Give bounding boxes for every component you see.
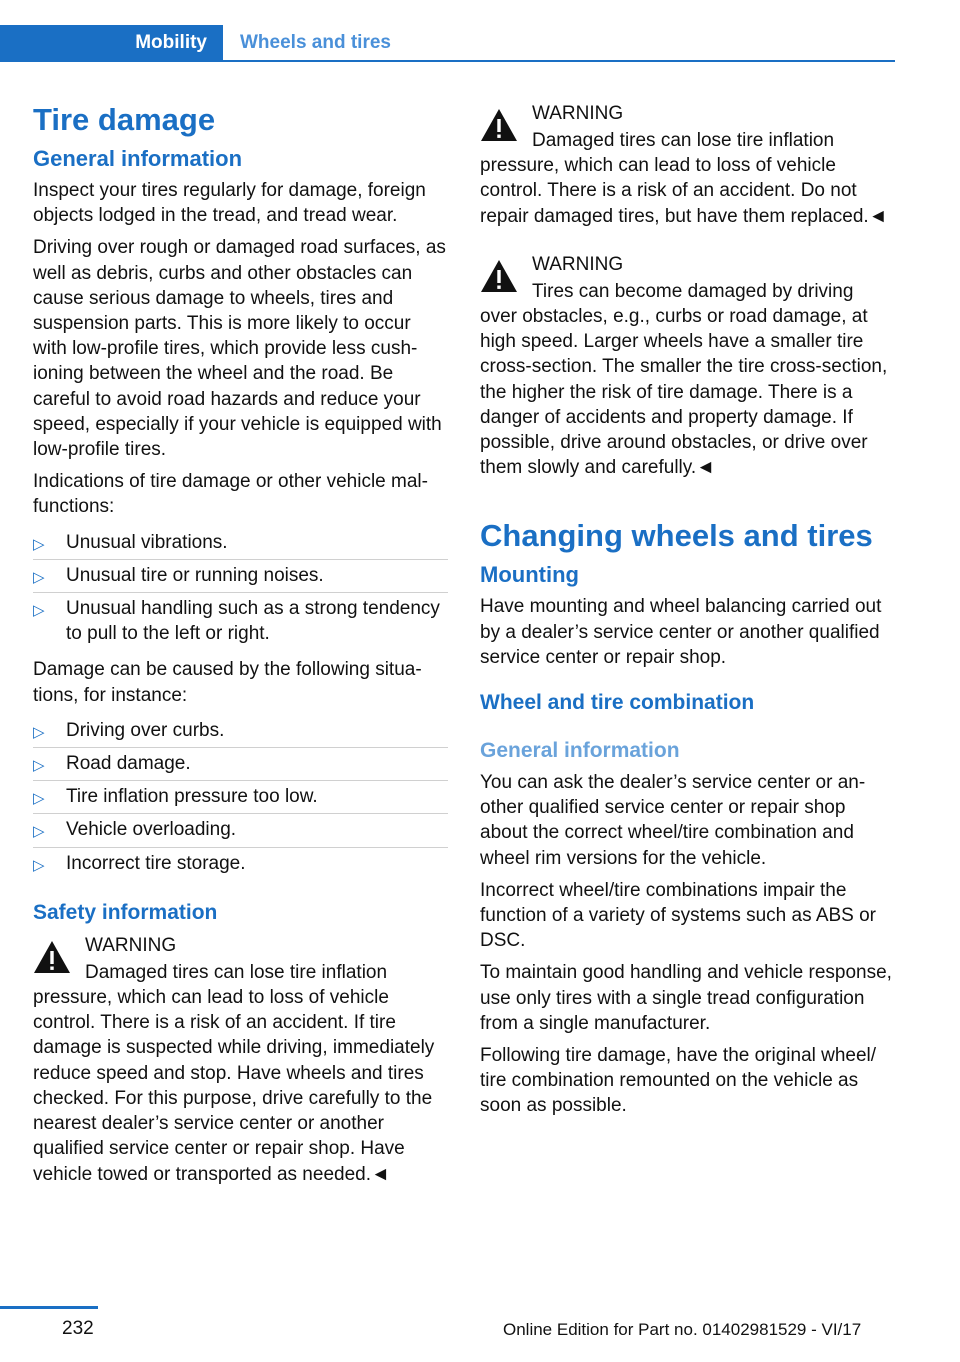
bullet-triangle-icon: ▷ — [33, 856, 45, 874]
paragraph-driving-over: Driving over rough or damaged road surfaces, as well as debris, curbs and other obstacles can cause serious damage to wheels, tires and suspension parts. This is more likely to occur with low-profile tires, which provide less cushioning between the wheel and the road. Be careful to avoid road hazards and reduce your speed, especially if your vehicle is equipped with low-profile tires. — [33, 237, 446, 461]
list-item: ▷ Unusual handling such as a strong tendency to pull to the left or right. — [33, 598, 440, 645]
warning-text: Tires can become damaged by driving over obstacles, e.g., curbs or road damage, at high speed. Larger wheels have a smaller tire cross-section. The smaller the tire cross-section, the higher the risk of tire damage. There is a danger of accidents and property damage. If possible, drive around obstacles, or drive over them slowly and carefully.◄ — [480, 280, 888, 479]
warning-label: WARNING — [85, 934, 177, 956]
edition-note: Online Edition for Part no. 01402981529 - VI/17 — [503, 1320, 862, 1339]
bullet-triangle-icon: ▷ — [33, 568, 45, 586]
title-tire-damage: Tire damage — [33, 102, 216, 137]
heading-safety-information: Safety information — [33, 900, 218, 924]
warning-block — [480, 100, 895, 229]
right-column — [480, 100, 895, 1126]
bullet-triangle-icon: ▷ — [33, 757, 45, 775]
list-item: ▷ Incorrect tire storage. — [33, 848, 448, 880]
warning-block — [480, 251, 895, 481]
bullet-triangle-icon: ▷ — [33, 535, 45, 553]
header-rule — [0, 60, 895, 62]
chapter-label: Wheels and tires — [240, 31, 391, 53]
list-indications — [33, 527, 448, 651]
bullet-triangle-icon: ▷ — [33, 602, 45, 620]
bullet-triangle-icon: ▷ — [33, 790, 45, 808]
paragraph-incorrect-combinations: Incorrect wheel/tire combinations impair the function of a variety of systems such as ABS or DSC. — [480, 879, 877, 952]
page-header — [0, 25, 895, 62]
warning-block — [33, 932, 448, 1187]
warning-triangle-icon — [33, 940, 71, 974]
footer-rule — [0, 1306, 98, 1309]
heading-wheel-tire-combination: Wheel and tire combination — [480, 691, 755, 715]
paragraph-following-damage: Following tire damage, have the original wheel/ tire combination remounted on the vehicle as soon as possible. — [480, 1045, 877, 1117]
list-item: ▷ Road damage. — [33, 748, 448, 781]
warning-triangle-icon — [480, 108, 518, 142]
heading-general-information: General information — [33, 146, 243, 171]
paragraph-damage-causes: Damage can be caused by the following situations, for instance: — [33, 659, 422, 706]
page-number: 232 — [62, 1318, 94, 1339]
list-item: ▷ Tire inflation pressure too low. — [33, 781, 448, 814]
paragraph-good-handling: To maintain good handling and vehicle response, use only tires with a single tread configuration from a single manufacturer. — [480, 962, 892, 1034]
warning-text: Damaged tires can lose tire inflation pressure, which can lead to loss of vehicle control. There is a risk of an accident. If tire damage is suspected while driving, immediately reduce speed and stop. Have wheels and tires checked. For this purpose, drive carefully to the nearest dealer’s service center or another qualified service center or repair shop. Have vehicle towed or transported as needed.◄ — [33, 961, 435, 1185]
paragraph-mounting: Have mounting and wheel balancing carried out by a dealer’s service center or another qualified service center or repair shop. — [480, 596, 882, 668]
warning-text: Damaged tires can lose tire inflation pressure, which can lead to loss of vehicle control. There is a risk of an accident. Do not repair damaged tires, but have them replaced.◄ — [480, 130, 888, 227]
warning-triangle-icon — [480, 259, 518, 293]
bullet-triangle-icon: ▷ — [33, 723, 45, 741]
list-item: ▷ Unusual vibrations. — [33, 527, 448, 560]
list-item: ▷ Unusual tire or running noises. — [33, 560, 448, 593]
paragraph-ask-dealer: You can ask the dealer’s service center or another qualified service center or repair shop about the correct wheel/tire combination and wheel rim versions for the vehicle. — [480, 772, 866, 869]
section-tab-mobility — [0, 25, 223, 60]
warning-label: WARNING — [532, 103, 624, 124]
left-column — [33, 100, 448, 1209]
paragraph-inspect: Inspect your tires regularly for damage, foreign objects lodged in the tread, and tread wear. — [33, 180, 426, 227]
heading-mounting: Mounting — [480, 562, 579, 588]
paragraph-indications: Indications of tire damage or other vehicle malfunctions: — [33, 471, 428, 518]
bullet-triangle-icon: ▷ — [33, 823, 45, 841]
list-causes — [33, 715, 448, 880]
list-item: ▷ Driving over curbs. — [33, 715, 448, 748]
title-changing-wheels: Changing wheels and tires — [480, 518, 873, 554]
section-label: Mobility — [135, 31, 207, 53]
list-item: ▷ Vehicle overloading. — [33, 814, 448, 847]
warning-label: WARNING — [532, 253, 624, 275]
heading-general-information: General information — [480, 739, 680, 763]
